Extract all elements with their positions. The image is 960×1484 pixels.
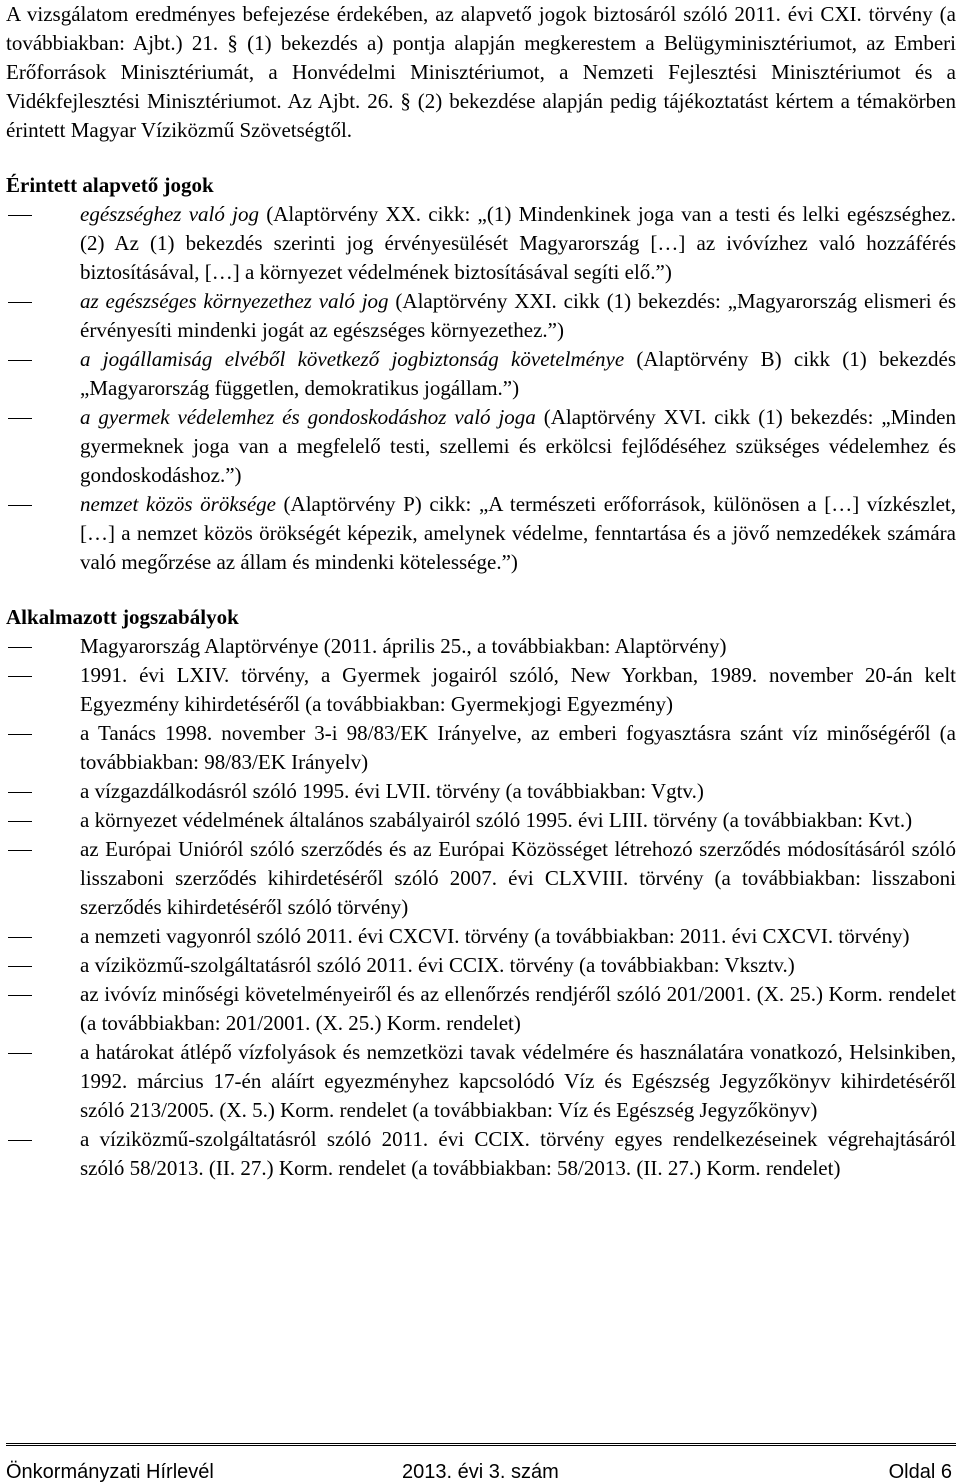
intro-paragraph: A vizsgálatom eredményes befejezése érdekében, az alapvető jogok biztosáról szóló 2011. évi CXI. törvény (a továbbiakban: Ajbt.) 21. § (1) bekezdés a) pontja alapján megkerestem a Belügyminisztériumot, az Emberi Erőforrások Minisztériumát, a Honvédelmi Minisztériumot, a Nemzeti Fejlesztési Minisztériumot és a Vidékfejlesztési Minisztériumot. Az Ajbt. 26. § (2) bekezdése alapján pedig tájékoztatást kértem a témakörben érintett Magyar Víziközmű Szövetségtől.	[6, 2, 956, 142]
list-item	[6, 951, 956, 980]
list-item	[6, 806, 956, 835]
document-page	[6, 0, 956, 1183]
list-item	[6, 1125, 956, 1183]
footer-issue: 2013. évi 3. szám	[402, 1461, 559, 1483]
right-text: (Alaptörvény XX. cikk: „(1) Mindenkinek joga van a testi és lelki egészséghez. (2) Az (1) bekezdés szerinti jog érvényesülését Magyarország […] az ivóvízhez való hozzáférés biztosításával, […] a környezet védelmének biztosításával segíti elő.”)	[80, 202, 956, 284]
list-item	[6, 777, 956, 806]
right-name: az egészséges környezethez való jog	[80, 289, 389, 313]
rights-list	[6, 200, 956, 577]
law-text: a Tanács 1998. november 3-i 98/83/EK Irányelve, az emberi fogyasztásra szánt víz minőségéről (a továbbiakban: 98/83/EK Irányelv)	[80, 721, 956, 774]
law-text: a víziközmű-szolgáltatásról szóló 2011. évi CCIX. törvény (a továbbiakban: Vksztv.)	[80, 953, 795, 977]
law-text: a környezet védelmének általános szabályairól szóló 1995. évi LIII. törvény (a továbbiakban: Kvt.)	[80, 808, 913, 832]
list-item	[6, 287, 956, 345]
list-item	[6, 661, 956, 719]
section-heading-rights: Érintett alapvető jogok	[6, 173, 214, 197]
law-text: az Európai Unióról szóló szerződés és az Európai Közösséget létrehozó szerződés módosításáról szóló lisszaboni szerződés kihirdetéséről szóló 2007. évi CLXVIII. törvény (a továbbiakban: lisszaboni szerződés kihirdetéséről szóló törvény)	[80, 837, 956, 919]
list-item	[6, 200, 956, 287]
section-heading-laws: Alkalmazott jogszabályok	[6, 605, 239, 629]
list-item	[6, 632, 956, 661]
list-item	[6, 1038, 956, 1125]
law-text: a víziközmű-szolgáltatásról szóló 2011. évi CCIX. törvény egyes rendelkezéseinek végrehajtásáról szóló 58/2013. (II. 27.) Korm. rendelet (a továbbiakban: 58/2013. (II. 27.) Korm. rendelet)	[80, 1127, 956, 1180]
list-item	[6, 490, 956, 577]
footer-publication: Önkormányzati Hírlevél	[6, 1461, 214, 1483]
list-item	[6, 403, 956, 490]
right-name: egészséghez való jog	[80, 202, 259, 226]
law-text: a határokat átlépő vízfolyások és nemzetközi tavak védelmére és használatára vonatkozó, Helsinkiben, 1992. március 17-én aláírt egyezményhez kapcsolódó Víz és Egészség Jegyzőkönyv kihirdetéséről szóló 213/2005. (X. 5.) Korm. rendelet (a továbbiakban: Víz és Egészség Jegyzőkönyv)	[80, 1040, 956, 1122]
right-name: nemzet közös öröksége	[80, 492, 276, 516]
law-text: az ivóvíz minőségi követelményeiről és az ellenőrzés rendjéről szóló 201/2001. (X. 25.) Korm. rendelet (a továbbiakban: 201/2001. (X. 25.) Korm. rendelet)	[80, 982, 956, 1035]
law-text: a vízgazdálkodásról szóló 1995. évi LVII. törvény (a továbbiakban: Vgtv.)	[80, 779, 704, 803]
law-text: Magyarország Alaptörvénye (2011. április 25., a továbbiakban: Alaptörvény)	[80, 634, 727, 658]
list-item	[6, 980, 956, 1038]
list-item	[6, 345, 956, 403]
law-text: a nemzeti vagyonról szóló 2011. évi CXCVI. törvény (a továbbiakban: 2011. évi CXCVI. törvény)	[80, 924, 910, 948]
page-footer	[6, 1443, 956, 1483]
right-text: (Alaptörvény B) cikk (1) bekezdés „Magyarország független, demokratikus jogállam.”)	[80, 347, 956, 400]
right-text: (Alaptörvény XVI. cikk (1) bekezdés: „Minden gyermeknek joga van a megfelelő testi, szellemi és erkölcsi fejlődéséhez szükséges védelemhez és gondoskodáshoz.”)	[80, 405, 956, 487]
footer-page-number: Oldal 6	[888, 1461, 952, 1483]
right-text: (Alaptörvény XXI. cikk (1) bekezdés: „Magyarország elismeri és érvényesíti mindenki jogát az egészséges környezethez.”)	[80, 289, 956, 342]
list-item	[6, 719, 956, 777]
law-text: 1991. évi LXIV. törvény, a Gyermek jogairól szóló, New Yorkban, 1989. november 20-án kelt Egyezmény kihirdetéséről (a továbbiakban: Gyermekjogi Egyezmény)	[80, 663, 956, 716]
right-text: (Alaptörvény P) cikk: „A természeti erőforrások, különösen a […] vízkészlet, […] a nemzet közös örökségét képezik, amelynek védelme, fenntartása és a jövő nemzedékek számára való megőrzése az állam és mindenki kötelessége.”)	[80, 492, 956, 574]
laws-list	[6, 632, 956, 1183]
right-name: a jogállamiság elvéből következő jogbiztonság követelménye	[80, 347, 625, 371]
list-item	[6, 922, 956, 951]
list-item	[6, 835, 956, 922]
right-name: a gyermek védelemhez és gondoskodáshoz való joga	[80, 405, 536, 429]
